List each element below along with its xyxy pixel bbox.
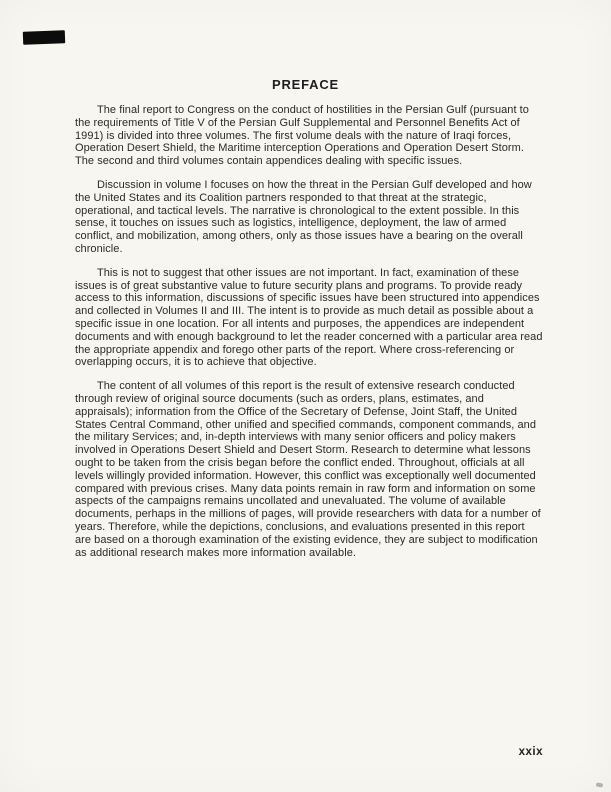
paragraph-4: The content of all volumes of this report is the result of extensive research conducted through review of original source documents (such as orders, plans, estimates, and appraisals); information from the Office of the Secretary of Defense, Joint Staff, the United States Central Command, other unified and specified commands, component commands, and the military Services; and, in-depth interviews with many senior officers and policy makers involved in Operations Desert Shield and Desert Storm. Research to determine what lessons ought to be taken from the crisis began before the conflict ended. Throughout, officials at all levels willingly provided information. However, this conflict was exceptionally well documented compared with previous crises. Many data points remain in raw form and information on some aspects of the campaigns remains uncollated and unevaluated. The volume of available documents, perhaps in the millions of pages, will provide researchers with data for a number of years. Therefore, while the depictions, conclusions, and evaluations presented in this report are based on a thorough examination of the existing evidence, they are subject to modification as additional research makes more information available.: [75, 380, 541, 559]
page-number: xxix: [518, 746, 543, 758]
paragraph-1: The final report to Congress on the conduct of hostilities in the Persian Gulf (pursuant to the requirements of Title V of the Persian Gulf Supplemental and Personnel Benefits Act of 1991) is divided into three volumes. The first volume deals with the nature of Iraqi forces, Operation Desert Shield, the Maritime interception Operations and Operation Desert Storm. The second and third volumes contain appendices dealing with specific issues.: [75, 104, 529, 168]
page-title: PREFACE: [271, 77, 339, 92]
paragraph-3: This is not to suggest that other issues are not important. In fact, examination of these issues is of great substantive value to future security plans and programs. To provide ready access to this information, discussions of specific issues have been structured into appendices and collected in Volumes II and III. The intent is to provide as much detail as possible about a specific issue in one location. For all intents and purposes, the appendices are independent documents and with enough background to let the reader concerned with a particular area read the appropriate appendix and forego other parts of the report. Where cross-referencing or overlapping occurs, it is to achieve that objective.: [75, 266, 543, 369]
scan-artifact-bottom-right: [596, 783, 603, 788]
paragraph-2: Discussion in volume I focuses on how the threat in the Persian Gulf developed and how the United States and its Coalition partners responded to that threat at the strategic, operational, and tactical levels. The narrative is chronological to the extent possible. In this sense, it touches on issues such as logistics, intelligence, deployment, the law of armed conflict, and mobilization, among others, only as those issues have a bearing on the overall chronicle.: [75, 178, 532, 255]
scan-artifact-top-left: [23, 30, 65, 44]
body-text: [75, 104, 543, 570]
